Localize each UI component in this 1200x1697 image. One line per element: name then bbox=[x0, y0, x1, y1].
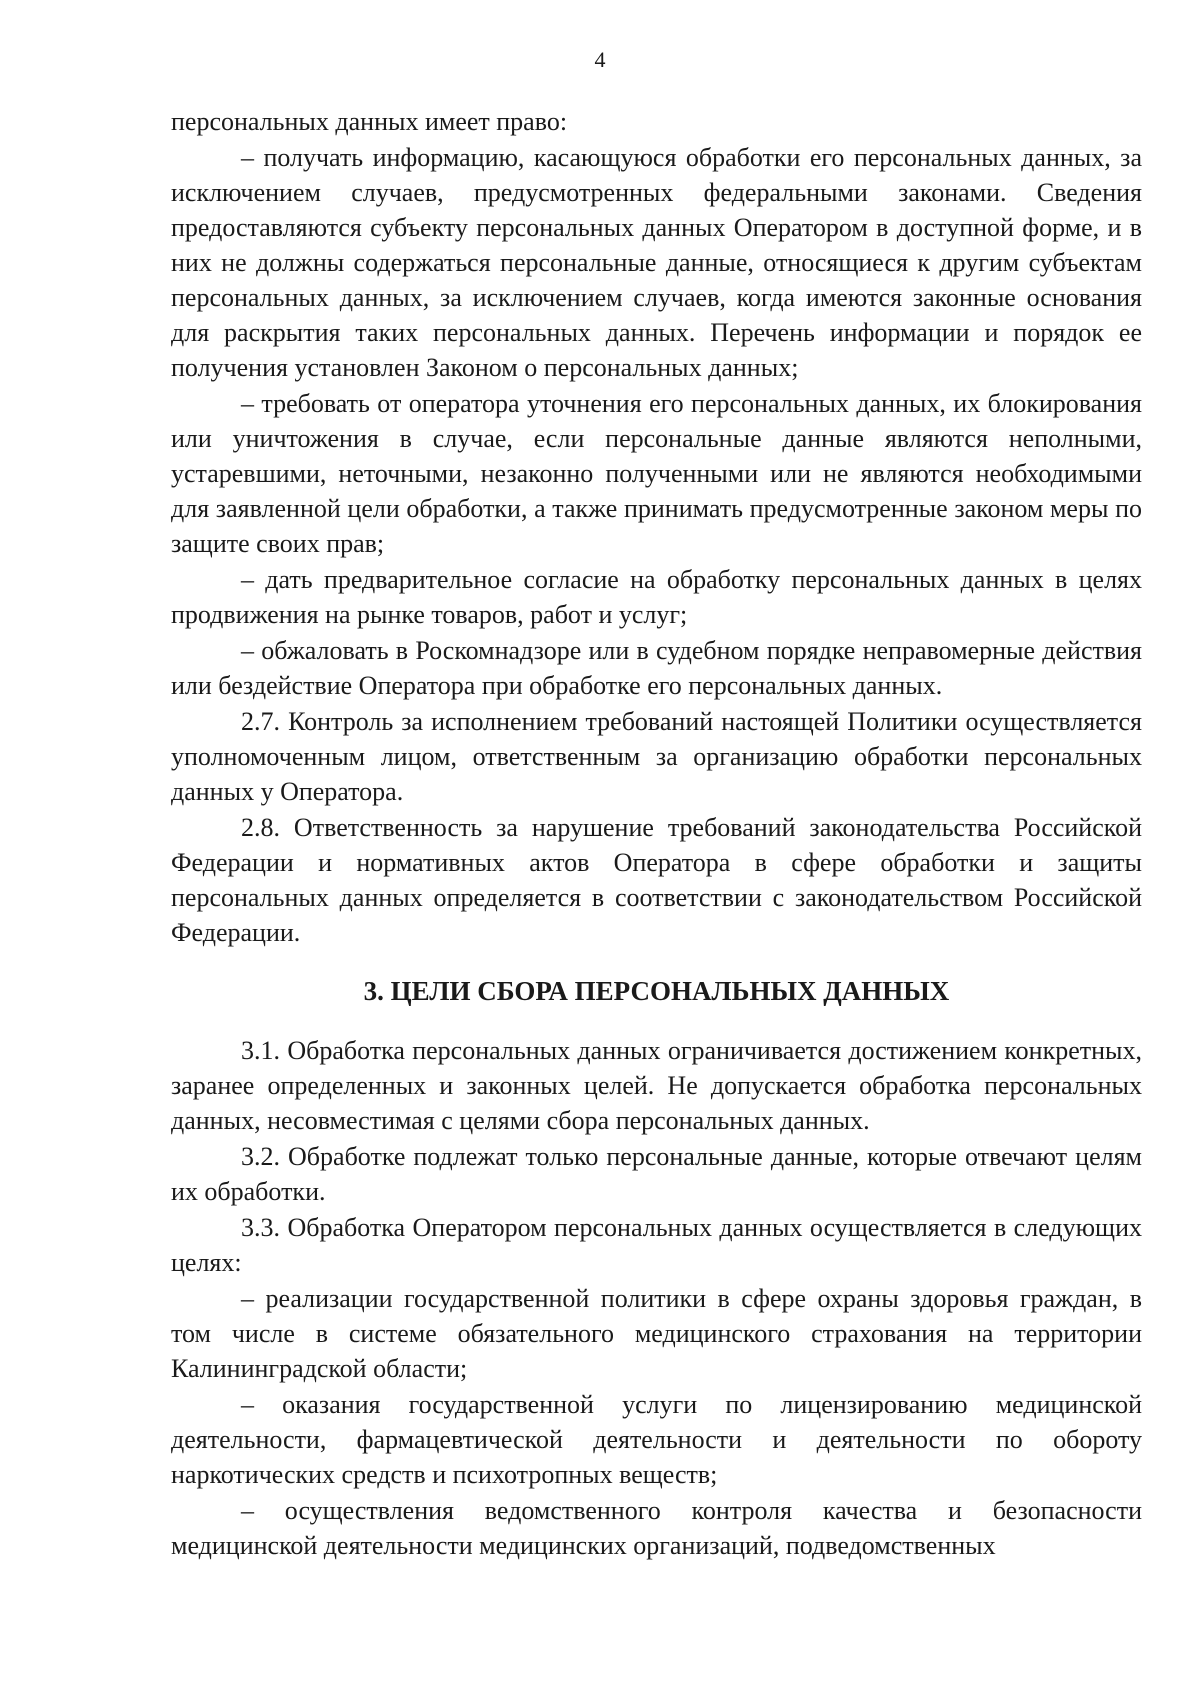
list-item-right-appeal: – обжаловать в Роскомнадзоре или в судебном порядке неправомерные действия или бездействие Оператора при обработке его персональных данных. bbox=[171, 636, 1142, 700]
page-number: 4 bbox=[594, 47, 606, 72]
clause-3-3: 3.3. Обработка Оператором персональных данных осуществляется в следующих целях: bbox=[171, 1213, 1142, 1277]
clause-3-1: 3.1. Обработка персональных данных ограничивается достижением конкретных, заранее определенных и законных целей. Не допускается обработка персональных данных, несовместимая с целями сбора персональных данных. bbox=[171, 1036, 1142, 1135]
list-item-right-demand-correction: – требовать от оператора уточнения его персональных данных, их блокирования или уничтожения в случае, если персональные данные являются неполными, устаревшими, неточными, незаконно полученными или не являются необходимыми для заявленной цели обработки, а также принимать предусмотренные законом меры по защите своих прав; bbox=[171, 389, 1142, 558]
list-item-right-get-info: – получать информацию, касающуюся обработки его персональных данных, за исключением случаев, предусмотренных федеральными законами. Сведения предоставляются субъекту персональных данных Оператором в доступной форме, и в них не должны содержаться персональные данные, относящиеся к другим субъектам персональных данных, за исключением случаев, когда имеются законные основания для раскрытия таких персональных данных. Перечень информации и порядок ее получения установлен Законом о персональных данных; bbox=[171, 143, 1142, 382]
clause-2-7: 2.7. Контроль за исполнением требований настоящей Политики осуществляется уполномоченным лицом, ответственным за организацию обработки персональных данных у Оператора. bbox=[171, 707, 1142, 806]
list-item-purpose-licensing: – оказания государственной услуги по лицензированию медицинской деятельности, фармацевтической деятельности и деятельности по обороту наркотических средств и психотропных веществ; bbox=[171, 1390, 1142, 1489]
list-item-purpose-control: – осуществления ведомственного контроля качества и безопасности медицинской деятельности медицинских организаций, подведомственных bbox=[171, 1496, 1142, 1560]
paragraph-continuation: персональных данных имеет право: bbox=[171, 107, 568, 136]
section-heading: 3. ЦЕЛИ СБОРА ПЕРСОНАЛЬНЫХ ДАННЫХ bbox=[363, 976, 950, 1006]
clause-2-8: 2.8. Ответственность за нарушение требований законодательства Российской Федерации и нормативных актов Оператора в сфере обработки и защиты персональных данных определяется в соответствии с законодательством Российской Федерации. bbox=[171, 813, 1142, 947]
list-item-right-consent: – дать предварительное согласие на обработку персональных данных в целях продвижения на рынке товаров, работ и услуг; bbox=[171, 565, 1142, 629]
list-item-purpose-policy: – реализации государственной политики в сфере охраны здоровья граждан, в том числе в системе обязательного медицинского страхования на территории Калининградской области; bbox=[171, 1284, 1142, 1383]
document-body bbox=[171, 104, 1142, 1563]
clause-3-2: 3.2. Обработке подлежат только персональные данные, которые отвечают целям их обработки. bbox=[171, 1142, 1142, 1206]
